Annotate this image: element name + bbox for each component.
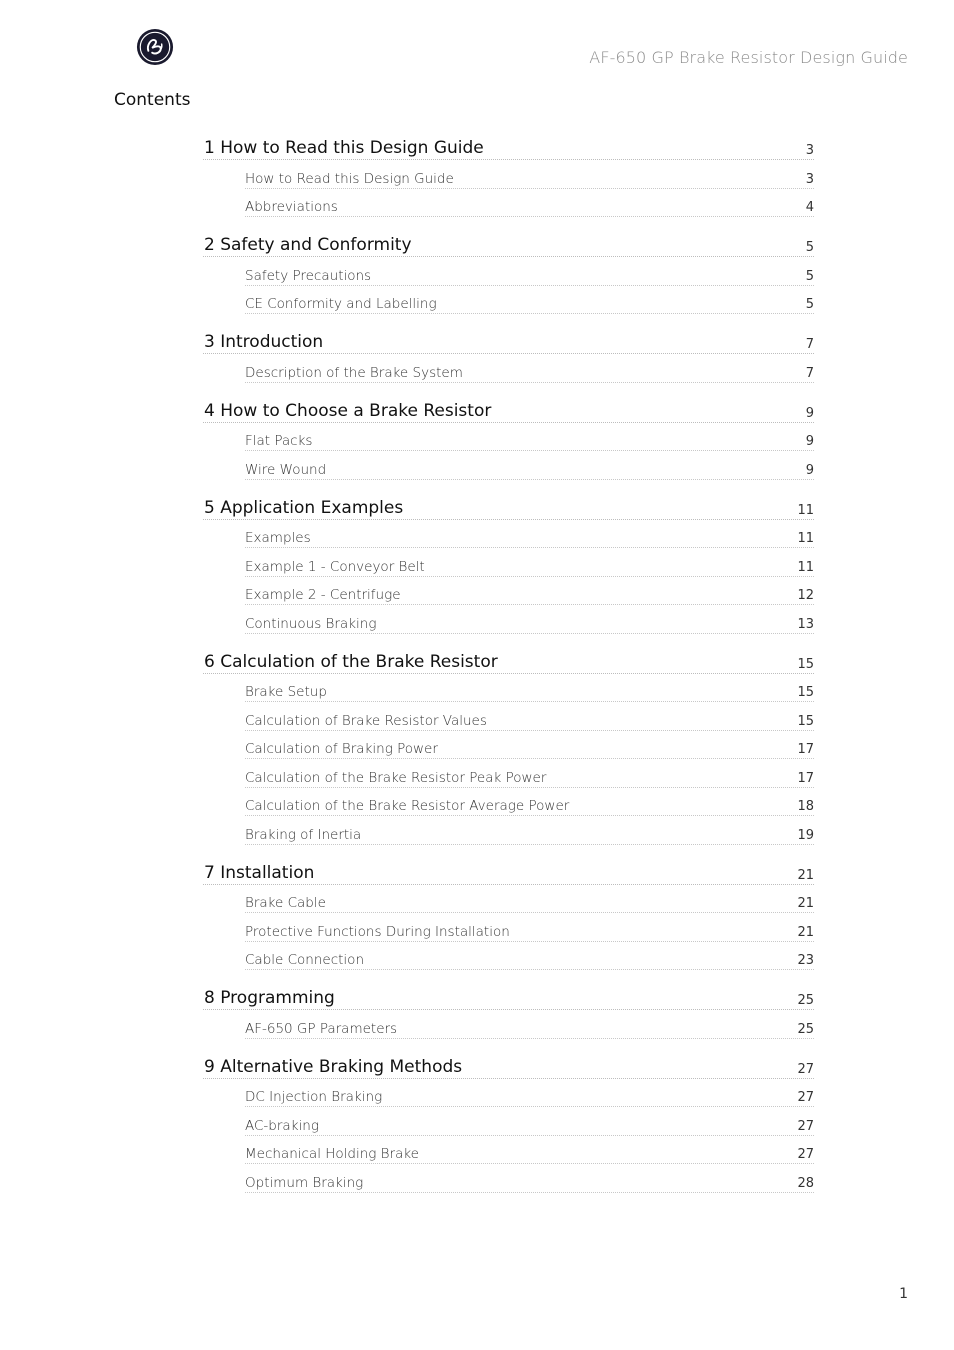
- toc-chapter-entry[interactable]: [203, 1052, 814, 1079]
- toc-section-entry[interactable]: [245, 1010, 814, 1039]
- contents-heading: Contents: [114, 90, 191, 110]
- toc-chapter-entry[interactable]: [203, 230, 814, 257]
- section-page-number: 27: [797, 1090, 814, 1105]
- section-title: Brake Setup: [245, 684, 327, 700]
- section-page-number: 28: [797, 1175, 814, 1191]
- section-title: Safety Precautions: [245, 267, 372, 284]
- toc-chapter: [203, 647, 814, 845]
- toc-section-entry[interactable]: [245, 788, 814, 817]
- chapter-page-number: 27: [797, 1061, 814, 1077]
- toc-chapter: [203, 396, 814, 480]
- toc-chapter: [203, 230, 814, 314]
- section-page-number: 23: [797, 953, 814, 968]
- section-title: AF-650 GP Parameters: [245, 1020, 398, 1037]
- toc-chapter: [203, 858, 814, 971]
- section-page-number: 27: [797, 1118, 814, 1134]
- chapter-page-number: 5: [805, 240, 814, 255]
- chapter-page-number: 21: [797, 867, 814, 883]
- toc-chapter-entry[interactable]: [203, 493, 814, 520]
- chapter-page-number: 25: [797, 993, 814, 1008]
- section-title: Wire Wound: [245, 461, 327, 478]
- ge-logo-icon: [136, 28, 174, 66]
- section-page-number: 13: [797, 616, 814, 632]
- toc-section-entry[interactable]: [245, 354, 814, 383]
- chapter-title: 5 Application Examples: [204, 497, 404, 518]
- toc-section-entry[interactable]: [245, 257, 814, 286]
- toc-chapter-entry[interactable]: [203, 396, 814, 423]
- toc-section-entry[interactable]: [245, 816, 814, 845]
- section-page-number: 19: [797, 827, 814, 843]
- section-page-number: 12: [797, 588, 814, 603]
- section-page-number: 7: [805, 365, 814, 381]
- section-title: Protective Functions During Installation: [245, 923, 510, 940]
- section-title: Calculation of Braking Power: [245, 741, 438, 757]
- table-of-contents: [203, 133, 814, 1206]
- toc-chapter: [203, 983, 814, 1039]
- section-title: Flat Packs: [245, 433, 313, 449]
- chapter-page-number: 7: [805, 337, 814, 352]
- section-title: Optimum Braking: [245, 1174, 364, 1191]
- toc-section-entry[interactable]: [245, 548, 814, 577]
- chapter-title: 4 How to Choose a Brake Resistor: [204, 400, 492, 421]
- toc-section-entry[interactable]: [245, 605, 814, 634]
- toc-section-entry[interactable]: [245, 674, 814, 703]
- toc-section-entry[interactable]: [245, 423, 814, 452]
- section-title: Calculation of Brake Resistor Values: [245, 712, 487, 729]
- chapter-page-number: 11: [797, 502, 814, 518]
- toc-section-entry[interactable]: [245, 1079, 814, 1108]
- section-page-number: 9: [805, 434, 814, 449]
- chapter-page-number: 3: [805, 143, 814, 158]
- section-title: Braking of Inertia: [245, 826, 362, 843]
- toc-chapter: [203, 493, 814, 634]
- section-title: Calculation of the Brake Resistor Peak Power: [245, 769, 547, 786]
- section-page-number: 5: [805, 297, 814, 312]
- section-title: DC Injection Braking: [245, 1089, 383, 1105]
- section-title: Example 2 - Centrifuge: [245, 587, 401, 603]
- page-number: 1: [899, 1286, 908, 1302]
- section-title: Brake Cable: [245, 895, 326, 911]
- toc-section-entry[interactable]: [245, 520, 814, 549]
- chapter-title: 7 Installation: [204, 862, 315, 883]
- section-title: Description of the Brake System: [245, 364, 463, 381]
- section-page-number: 27: [797, 1147, 814, 1162]
- section-title: Examples: [245, 530, 311, 546]
- section-page-number: 17: [797, 742, 814, 757]
- chapter-title: 8 Programming: [204, 988, 335, 1008]
- section-title: Calculation of the Brake Resistor Average Power: [245, 798, 570, 814]
- section-title: Continuous Braking: [245, 615, 377, 632]
- chapter-title: 9 Alternative Braking Methods: [204, 1056, 463, 1077]
- section-page-number: 3: [805, 171, 814, 187]
- chapter-title: 2 Safety and Conformity: [204, 235, 412, 255]
- toc-chapter-entry[interactable]: [203, 327, 814, 354]
- section-title: How to Read this Design Guide: [245, 170, 454, 187]
- section-title: Cable Connection: [245, 952, 365, 968]
- toc-chapter-entry[interactable]: [203, 647, 814, 674]
- chapter-page-number: 15: [797, 656, 814, 672]
- section-title: CE Conformity and Labelling: [245, 296, 437, 312]
- toc-section-entry[interactable]: [245, 885, 814, 914]
- section-page-number: 15: [797, 685, 814, 700]
- toc-section-entry[interactable]: [245, 1136, 814, 1165]
- chapter-page-number: 9: [805, 405, 814, 421]
- section-page-number: 18: [797, 799, 814, 814]
- toc-section-entry[interactable]: [245, 1107, 814, 1136]
- toc-section-entry[interactable]: [245, 731, 814, 760]
- section-page-number: 25: [797, 1021, 814, 1037]
- toc-section-entry[interactable]: [245, 759, 814, 788]
- section-page-number: 17: [797, 770, 814, 786]
- section-page-number: 4: [805, 200, 814, 215]
- section-page-number: 21: [797, 896, 814, 911]
- section-page-number: 5: [805, 268, 814, 284]
- toc-section-entry[interactable]: [245, 451, 814, 480]
- section-title: Abbreviations: [245, 199, 338, 215]
- toc-section-entry[interactable]: [245, 189, 814, 218]
- section-page-number: 15: [797, 713, 814, 729]
- section-title: Example 1 - Conveyor Belt: [245, 558, 425, 575]
- section-title: AC-braking: [245, 1117, 319, 1134]
- toc-section-entry[interactable]: [245, 160, 814, 189]
- toc-section-entry[interactable]: [245, 577, 814, 606]
- toc-section-entry[interactable]: [245, 1164, 814, 1193]
- toc-chapter: [203, 327, 814, 383]
- toc-section-entry[interactable]: [245, 942, 814, 971]
- toc-chapter: [203, 1052, 814, 1193]
- section-page-number: 11: [797, 531, 814, 546]
- section-page-number: 21: [797, 924, 814, 940]
- chapter-title: 1 How to Read this Design Guide: [204, 138, 484, 158]
- document-title: AF-650 GP Brake Resistor Design Guide: [589, 48, 908, 67]
- chapter-title: 6 Calculation of the Brake Resistor: [204, 651, 498, 672]
- toc-section-entry[interactable]: [245, 286, 814, 315]
- toc-section-entry[interactable]: [245, 702, 814, 731]
- toc-chapter: [203, 133, 814, 217]
- toc-section-entry[interactable]: [245, 913, 814, 942]
- toc-chapter-entry[interactable]: [203, 133, 814, 160]
- toc-chapter-entry[interactable]: [203, 983, 814, 1010]
- section-title: Mechanical Holding Brake: [245, 1146, 419, 1162]
- chapter-title: 3 Introduction: [204, 332, 324, 352]
- section-page-number: 9: [805, 462, 814, 478]
- section-page-number: 11: [797, 559, 814, 575]
- toc-chapter-entry[interactable]: [203, 858, 814, 885]
